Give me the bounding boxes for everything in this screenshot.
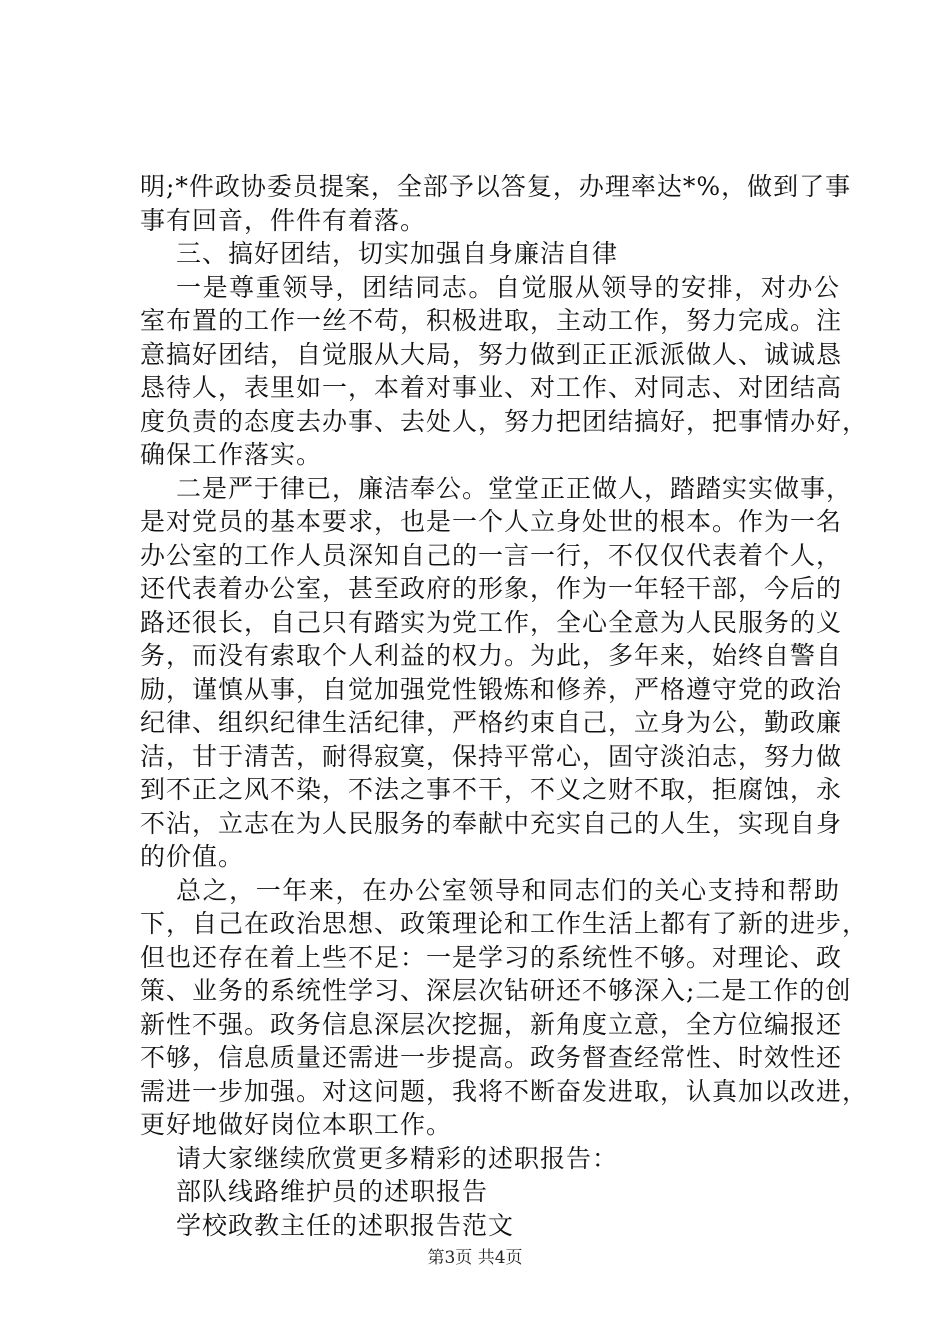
section-heading: 三、搞好团结，切实加强自身廉洁自律 <box>176 239 619 268</box>
text-line: 务，而没有索取个人利益的权力。为此，多年来，始终自警自 <box>140 641 843 670</box>
text-line: 到不正之风不染，不法之事不干，不义之财不取，拒腐蚀，永 <box>140 775 843 804</box>
text-line: 办公室的工作人员深知自己的一言一行，不仅仅代表着个人， <box>140 540 843 570</box>
text-line: 室布置的工作一丝不苟，积极进取，主动工作，努力完成。注 <box>140 306 843 335</box>
text-line: 的价值。 <box>140 842 245 871</box>
text-line: 还代表着办公室，甚至政府的形象，作为一年轻干部，今后的 <box>140 574 843 603</box>
text-line: 度负责的态度去办事、去处人，努力把团结搞好，把事情办好， <box>140 406 869 436</box>
body-text <box>140 170 869 1242</box>
text-line: 意搞好团结，自觉服从大局，努力做到正正派派做人、诚诚恳 <box>140 339 843 369</box>
text-line: 明;*件政协委员提案，全部予以答复，办理率达*%，做到了事 <box>140 172 852 201</box>
related-report-link[interactable]: 部队线路维护员的述职报告 <box>176 1177 489 1206</box>
text-line: 纪律、组织纪律生活纪律，严格约束自己，立身为公，勤政廉 <box>140 708 843 737</box>
text-line: 恳待人，表里如一，本着对事业、对工作、对同志、对团结高 <box>140 373 843 402</box>
page-number-footer: 第3页 共4页 <box>427 1248 523 1268</box>
text-line: 策、业务的系统性学习、深层次钻研还不够深入;二是工作的创 <box>140 976 852 1005</box>
text-line: 确保工作落实。 <box>140 440 323 469</box>
text-line: 路还很长，自己只有踏实为党工作，全心全意为人民服务的义 <box>140 607 843 637</box>
more-reports-intro: 请大家继续欣赏更多精彩的述职报告： <box>176 1143 619 1173</box>
text-line: 不沾，立志在为人民服务的奉献中充实自己的人生，实现自身 <box>140 808 843 838</box>
text-line: 是对党员的基本要求，也是一个人立身处世的根本。作为一名 <box>140 507 843 536</box>
text-line: 需进一步加强。对这问题，我将不断奋发进取，认真加以改进， <box>140 1076 869 1106</box>
text-line: 一是尊重领导，团结同志。自觉服从领导的安排，对办公 <box>176 272 840 302</box>
text-line: 事有回音，件件有着落。 <box>140 205 427 235</box>
related-report-link[interactable]: 学校政教主任的述职报告范文 <box>176 1210 515 1240</box>
text-line: 励，谨慎从事，自觉加强党性锻炼和修养，严格遵守党的政治 <box>140 674 843 704</box>
text-line: 二是严于律已，廉洁奉公。堂堂正正做人，踏踏实实做事， <box>176 473 853 503</box>
text-line: 更好地做好岗位本职工作。 <box>140 1110 453 1139</box>
text-line: 但也还存在着上些不足：一是学习的系统性不够。对理论、政 <box>140 942 843 972</box>
text-line: 不够，信息质量还需进一步提高。政务督查经常性、时效性还 <box>140 1043 843 1072</box>
text-line: 洁，甘于清苦，耐得寂寞，保持平常心，固守淡泊志，努力做 <box>140 741 843 771</box>
text-line: 新性不强。政务信息深层次挖掘，新角度立意，全方位编报还 <box>140 1009 843 1039</box>
text-line: 下，自己在政治思想、政策理论和工作生活上都有了新的进步， <box>140 909 869 938</box>
text-line: 总之，一年来，在办公室领导和同志们的关心支持和帮助 <box>176 875 840 905</box>
